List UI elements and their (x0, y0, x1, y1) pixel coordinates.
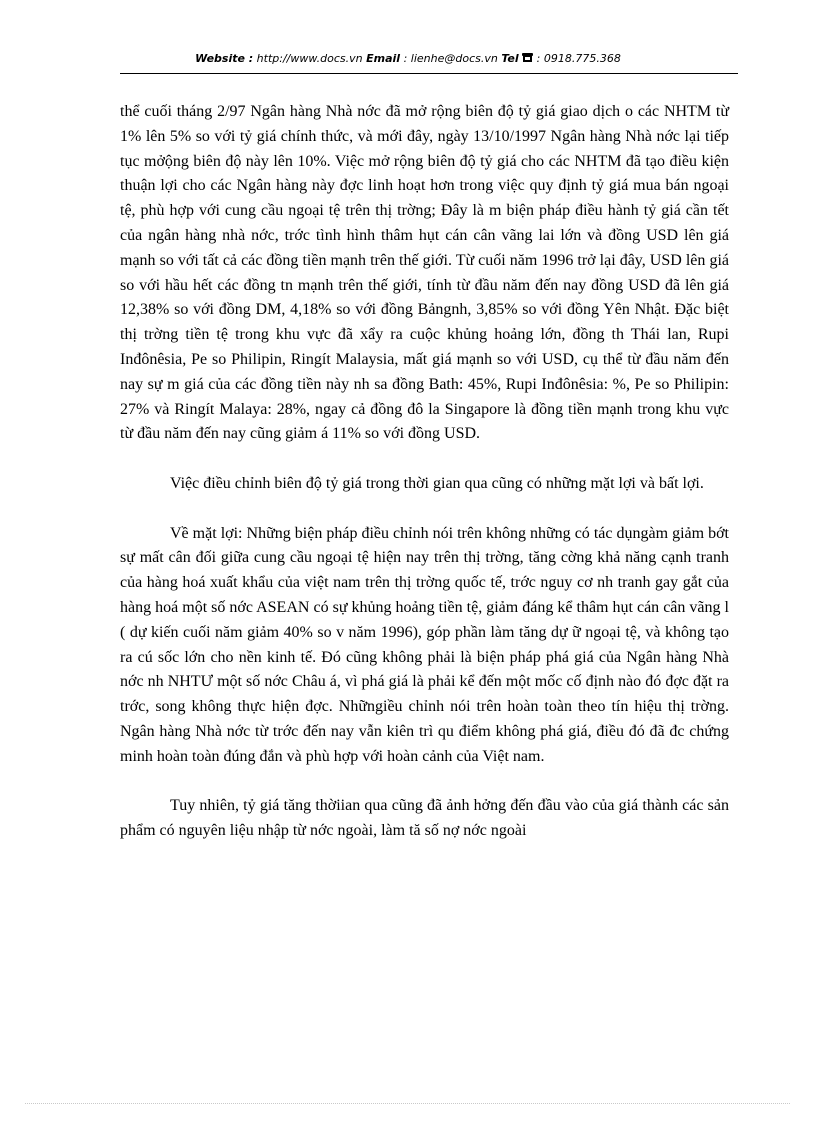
email-address[interactable]: : lienhe@docs.vn (403, 52, 498, 65)
page-header (0, 50, 816, 69)
paragraph-gap (120, 497, 729, 522)
website-url[interactable]: http://www.docs.vn (256, 52, 363, 65)
telephone-icon (522, 51, 533, 69)
paragraph-2: Việc điều chỉnh biên độ tỷ giá trong thời gian qua cũng có những mặt lợi và bất lợi. (170, 474, 704, 492)
footer-divider (25, 1103, 790, 1104)
document-body (120, 100, 729, 844)
website-label: Website : (195, 52, 254, 65)
paragraph-3: Về mặt lợi: Những biện pháp điều chỉnh nói trên không những có tác dụngàm giảm bớt sự mất cân đối giữa cung cầu ngoại tệ hiện nay trên thị trờng, tăng cờng khả năng cạnh tranh của hàng hoá xuất khẩu của việt nam trên thị trờng quốc tế, trớc nguy cơ nh tranh gay gắt của hàng hoá một số nớc ASEAN có sự khủng hoảng tiền tệ, giảm đáng kể thâm hụt cán cân vãng l ( dự kiến cuối năm giảm 40% so v năm 1996), góp phần làm tăng dự ữ ngoại tệ, và không tạo ra cú sốc lớn cho nền kinh tế. Đó cũng không phải là biện pháp phá giá của Ngân hàng Nhà nớc nh NHTƯ một số nớc Châu á, vì phá giá là phải kể đến một mốc cố định nào đó đợc đặt ra trớc, song không thực hiện đợc. Nhữngiều chỉnh nói trên hoàn toàn theo tín hiệu thị trờng. Ngân hàng Nhà nớc từ trớc đến nay vẫn kiên trì qu điểm không phá giá, điều đó đã đc chứng minh hoàn toàn đúng đắn và phù hợp với hoàn cảnh của Việt nam. (120, 524, 729, 765)
header-divider (120, 73, 738, 74)
tel-label: Tel (501, 52, 519, 65)
paragraph-4: Tuy nhiên, tỷ giá tăng thờiian qua cũng đã ảnh hởng đến đầu vào của giá thành các sản phẩm có nguyên liệu nhập từ nớc ngoài, làm tă số nợ nớc ngoài (120, 797, 729, 840)
email-label: Email (366, 52, 401, 65)
tel-number: : 0918.775.368 (536, 52, 621, 65)
paragraph-gap (120, 447, 729, 472)
paragraph-1: thể cuối tháng 2/97 Ngân hàng Nhà nớc đã mở rộng biên độ tỷ giá giao dịch o các NHTM từ 1% lên 5% so với tỷ giá chính thức, và mới đây, ngày 13/10/1997 Ngân hàng Nhà nớc lại tiếp tục mởộng biên độ này lên 10%. Việc mở rộng biên độ tỷ giá cho các NHTM đã tạo điều kiện thuận lợi cho các Ngân hàng này đợc linh hoạt hơn trong việc quy định tỷ giá mua bán ngoại tệ, phù hợp với cung cầu ngoại tệ trên thị trờng; Đây là m biện pháp điều hành tỷ giá cần tết của ngân hàng nhà nớc, trớc tình hình thâm hụt cán cân vãng lai lớn và đồng USD lên giá mạnh so với tất cả các đồng tiền mạnh trên thế giới. Từ cuối năm 1996 trở lại đây, USD lên giá so với hầu hết các đồng tn mạnh trên thế giới, tính từ đầu năm đến nay đồng USD đã lên giá 12,38% so với đồng DM, 4,18% so với đồng Bảngnh, 3,85% so với đồng Yên Nhật. Đặc biệt thị trờng tiền tệ trong khu vực đã xẩy ra cuộc khủng hoảng lớn, đồng th Thái lan, Rupi Inđônêsia, Pe so Philipin, Ringít Malaysia, mất giá mạnh so với USD, cụ thể từ đầu năm đến nay sự m giá của các đồng tiền này nh sa đồng Bath: 45%, Rupi Inđônêsia: %, Pe so Philipin: 27% và Ringít Malaya: 28%, ngay cả đồng đô la Singapore là đồng tiền mạnh trong khu vực từ đầu năm đến nay cũng giảm á 11% so với đồng USD. (120, 103, 729, 443)
paragraph-gap (120, 770, 729, 795)
